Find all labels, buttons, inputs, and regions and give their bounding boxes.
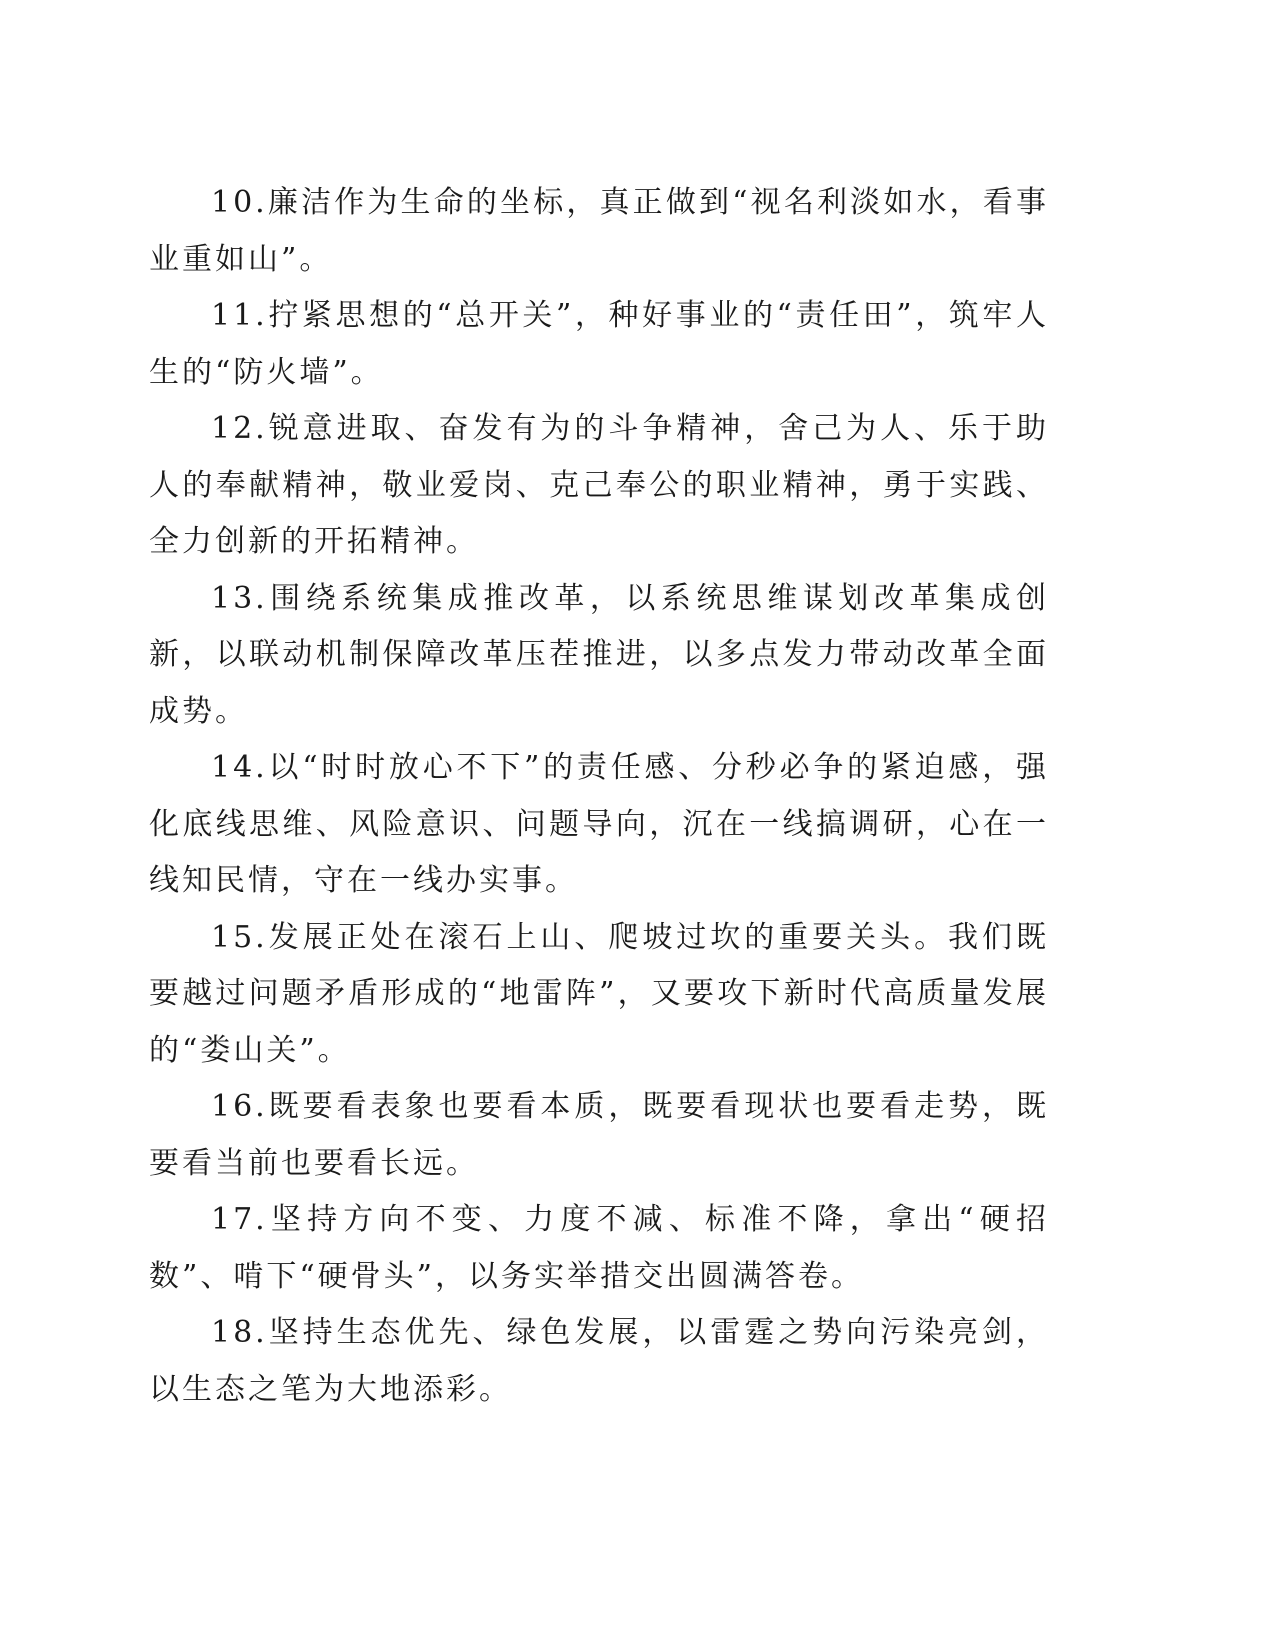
paragraph-number: 17.	[211, 1202, 268, 1237]
paragraph-text: 锐意进取、奋发有为的斗争精神，舍己为人、乐于助人的奉献精神，敬业爱岗、克己奉公的职业精神，勇于实践、全力创新的开拓精神。	[149, 411, 1049, 559]
paragraph-number: 12.	[211, 411, 268, 446]
paragraph-text: 发展正处在滚石上山、爬坡过坎的重要关头。我们既要越过问题矛盾形成的“地雷阵”，又要攻下新时代高质量发展的“娄山关”。	[149, 919, 1049, 1068]
paragraph-number: 14.	[211, 750, 268, 785]
paragraph-12	[149, 401, 1049, 571]
paragraph-10	[149, 175, 1049, 288]
paragraph-number: 15.	[211, 919, 268, 955]
paragraph-text: 围绕系统集成推改革，以系统思维谋划改革集成创新，以联动机制保障改革压茬推进，以多点发力带动改革全面成势。	[149, 580, 1049, 729]
paragraph-text: 既要看表象也要看本质，既要看现状也要看走势，既要看当前也要看长远。	[149, 1089, 1049, 1181]
paragraph-text: 坚持方向不变、力度不减、标准不降，拿出“硬招数”、啃下“硬骨头”，以务实举措交出圆满答卷。	[149, 1202, 1049, 1294]
paragraph-text: 廉洁作为生命的坐标，真正做到“视名利淡如水，看事业重如山”。	[149, 185, 1049, 277]
paragraph-18	[149, 1305, 1049, 1418]
paragraph-14	[149, 740, 1049, 910]
paragraph-number: 16.	[211, 1089, 268, 1124]
document-body	[149, 175, 1049, 1418]
paragraph-15	[149, 910, 1049, 1080]
paragraph-number: 18.	[211, 1315, 268, 1350]
paragraph-number: 13.	[211, 580, 268, 616]
paragraph-16	[149, 1079, 1049, 1192]
paragraph-text: 坚持生态优先、绿色发展，以雷霆之势向污染亮剑，以生态之笔为大地添彩。	[149, 1315, 1049, 1407]
paragraph-text: 拧紧思想的“总开关”，种好事业的“责任田”，筑牢人生的“防火墙”。	[149, 298, 1049, 390]
paragraph-number: 10.	[211, 185, 268, 220]
paragraph-text: 以“时时放心不下”的责任感、分秒必争的紧迫感，强化底线思维、风险意识、问题导向，沉在一线搞调研，心在一线知民情，守在一线办实事。	[149, 750, 1049, 898]
paragraph-number: 11.	[211, 298, 268, 333]
paragraph-13	[149, 571, 1049, 741]
paragraph-11	[149, 288, 1049, 401]
paragraph-17	[149, 1192, 1049, 1305]
